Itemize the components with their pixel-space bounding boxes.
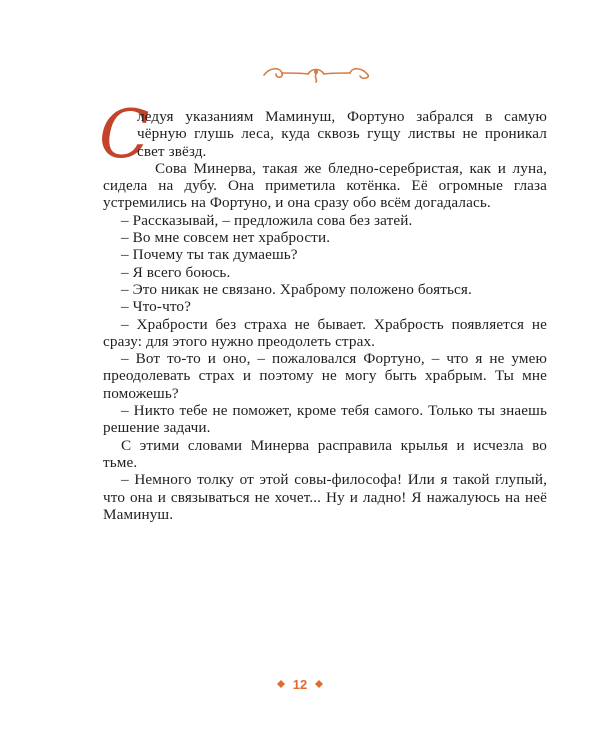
paragraph <box>99 96 547 173</box>
diamond-ornament-icon <box>315 680 323 688</box>
scroll-flourish-icon <box>260 64 372 84</box>
diamond-ornament-icon <box>277 680 285 688</box>
page-number: 12 <box>292 676 308 692</box>
paragraph: – Почему ты так думаешь? <box>121 246 298 264</box>
paragraph: – Это никак не связано. Храброму положено бояться. <box>121 280 472 298</box>
paragraph: – Рассказывай, – предложила сова без затей. <box>121 211 413 229</box>
paragraph: – Храбрости без страха не бывает. Храбрость появляется не сразу: для этого нужно преодолеть страх. <box>103 315 547 350</box>
paragraph-text: ледуя указаниям Маминуш, Фортуно забрался в самую чёрную глушь леса, куда сквозь гущу листвы не проникал свет звёзд. <box>137 108 547 160</box>
story-text <box>99 96 547 523</box>
paragraph: – Я всего боюсь. <box>121 263 231 281</box>
paragraph: – Что-что? <box>121 298 191 316</box>
paragraph: – Никто тебе не поможет, кроме тебя самого. Только ты знаешь решение задачи. <box>103 402 547 437</box>
paragraph: – Немного толку от этой совы-философа! Или я такой глупый, что она и связываться не хочет... Ну и ладно! Я нажалуюсь на неё Маминуш. <box>103 471 547 523</box>
paragraph: – Во мне совсем нет храбрости. <box>121 229 331 247</box>
page-number-footer <box>0 676 600 692</box>
paragraph: С этими словами Минерва расправила крылья и исчезла во тьме. <box>103 436 547 471</box>
paragraph: Сова Минерва, такая же бледно-серебристая, как и луна, сидела на дубу. Она приметила котёнка. Её огромные глаза устремились на Фортуно, и она сразу обо всём догадалась. <box>103 159 547 212</box>
drop-cap: С <box>99 96 150 173</box>
paragraph: – Вот то-то и оно, – пожаловался Фортуно, – что я не умею преодолевать страх и поэтому не могу быть храбрым. Ты мне поможешь? <box>103 350 547 402</box>
